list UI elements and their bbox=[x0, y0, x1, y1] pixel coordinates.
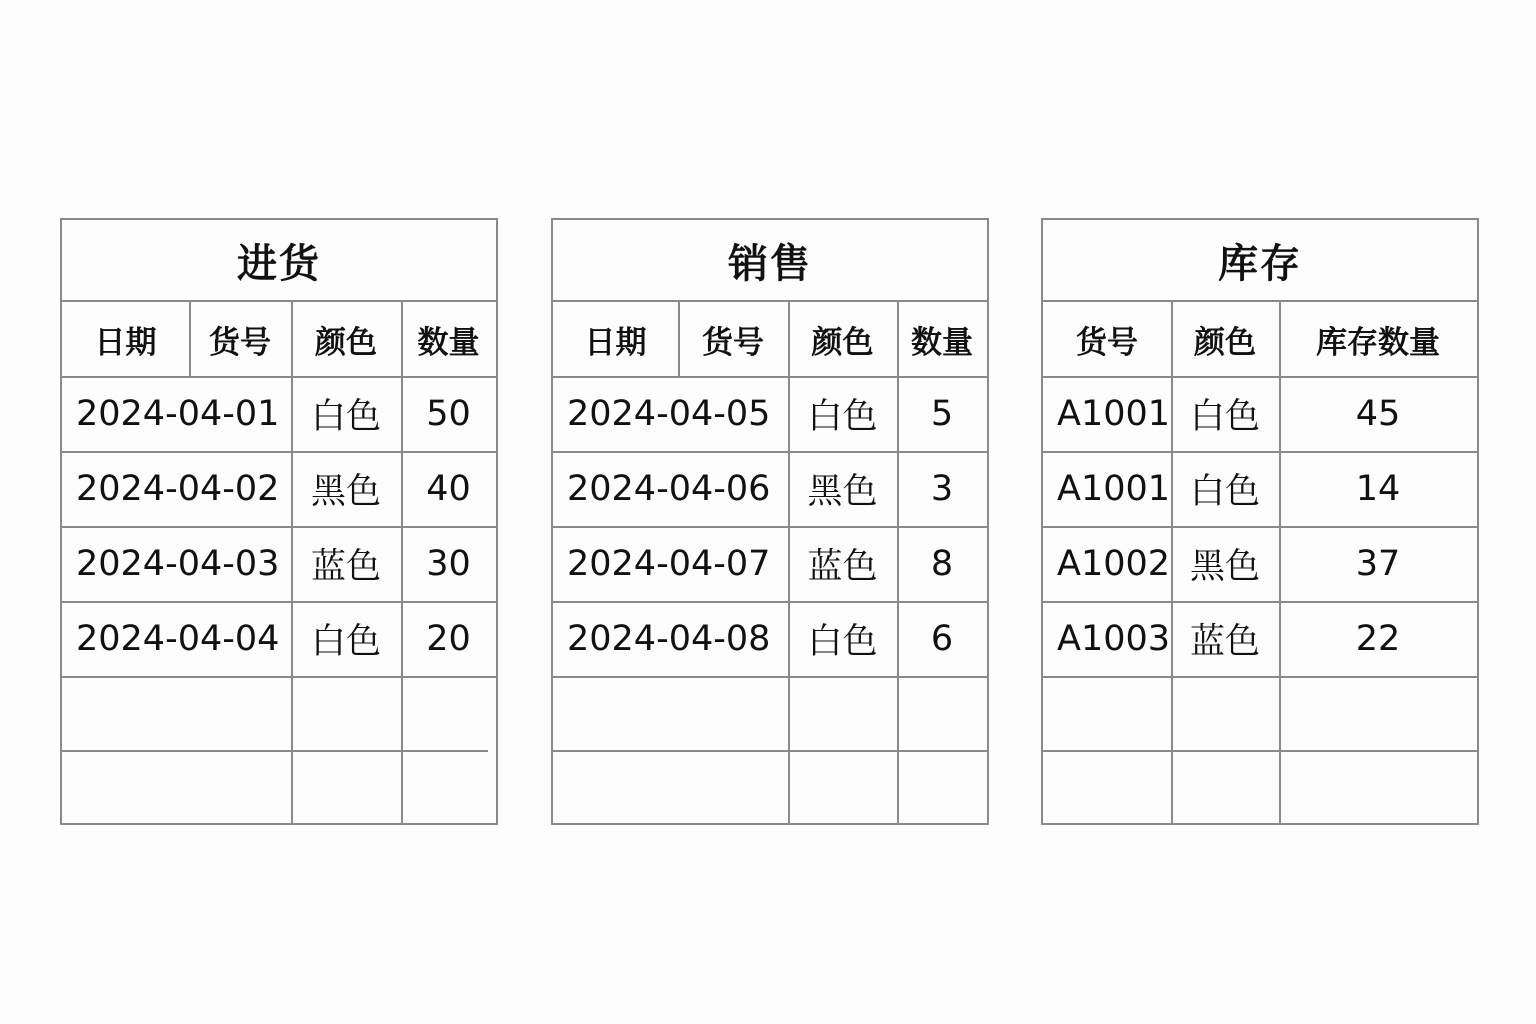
sales-row-1-color: 白色 bbox=[807, 396, 878, 437]
stock-rule bbox=[1043, 451, 1477, 453]
purchase-table bbox=[60, 218, 498, 825]
stock-row-3-color: 黑色 bbox=[1189, 546, 1260, 587]
purchase-header-qty: 数量 bbox=[417, 324, 480, 361]
sales-row-3-date: 2024-04-07 bbox=[567, 543, 771, 584]
purchase-rule bbox=[62, 526, 496, 528]
stock-row-1-sku: A1001 bbox=[1057, 393, 1171, 434]
stock-header-qty: 库存数量 bbox=[1316, 324, 1440, 361]
stock-divider bbox=[1279, 302, 1281, 823]
purchase-row-4-qty: 20 bbox=[426, 618, 471, 659]
stock-divider bbox=[1171, 302, 1173, 823]
sales-header-date: 日期 bbox=[584, 324, 647, 361]
stock-row-4-qty: 22 bbox=[1355, 618, 1401, 659]
sales-divider bbox=[678, 302, 680, 376]
sales-header-qty: 数量 bbox=[911, 324, 973, 361]
sales-row-4-date: 2024-04-08 bbox=[567, 618, 771, 659]
stock-row-2-qty: 14 bbox=[1355, 468, 1401, 509]
sales-divider bbox=[897, 302, 899, 823]
sales-row-4-qty: 6 bbox=[930, 618, 954, 659]
stock-table bbox=[1041, 218, 1479, 825]
purchase-header-sku: 货号 bbox=[209, 324, 271, 361]
stock-row-4-color: 蓝色 bbox=[1189, 621, 1260, 662]
sales-rule bbox=[553, 376, 987, 378]
sales-row-2-date: 2024-04-06 bbox=[567, 468, 771, 509]
purchase-row-1-color: 白色 bbox=[310, 396, 381, 437]
sales-rule bbox=[553, 676, 987, 678]
sales-row-1-qty: 5 bbox=[930, 393, 954, 434]
purchase-header-date: 日期 bbox=[94, 324, 157, 361]
sales-row-3-color: 蓝色 bbox=[807, 546, 878, 587]
purchase-row-2-date: 2024-04-02 bbox=[76, 468, 280, 509]
stock-row-1-qty: 45 bbox=[1355, 393, 1401, 434]
purchase-rule bbox=[62, 676, 496, 678]
stock-row-3-sku: A1002 bbox=[1057, 543, 1171, 584]
stock-row-1-color: 白色 bbox=[1189, 396, 1260, 437]
sales-rule bbox=[553, 526, 987, 528]
purchase-rule bbox=[62, 451, 496, 453]
purchase-header-color: 颜色 bbox=[315, 324, 377, 361]
sales-header-color: 颜色 bbox=[811, 324, 874, 361]
stock-header-color: 颜色 bbox=[1194, 324, 1256, 361]
sales-row-4-color: 白色 bbox=[807, 621, 878, 662]
purchase-rule bbox=[62, 601, 496, 603]
purchase-row-2-color: 黑色 bbox=[310, 471, 381, 512]
sales-title: 销售 bbox=[553, 220, 987, 302]
purchase-rule bbox=[62, 376, 496, 378]
purchase-title: 进货 bbox=[62, 220, 496, 302]
purchase-row-1-date: 2024-04-01 bbox=[76, 393, 280, 434]
stock-rule bbox=[1043, 376, 1477, 378]
sales-rule bbox=[553, 601, 987, 603]
purchase-row-1-qty: 50 bbox=[426, 393, 471, 434]
purchase-row-4-date: 2024-04-04 bbox=[76, 618, 280, 659]
purchase-rule bbox=[62, 750, 488, 752]
sales-header-sku: 货号 bbox=[702, 324, 764, 361]
stock-row-3-qty: 37 bbox=[1355, 543, 1401, 584]
stock-row-2-sku: A1001 bbox=[1057, 468, 1171, 509]
stock-rule bbox=[1043, 526, 1477, 528]
purchase-divider bbox=[401, 302, 403, 823]
stock-row-4-sku: A1003 bbox=[1057, 618, 1171, 659]
stock-header-sku: 货号 bbox=[1076, 324, 1138, 361]
stock-rule bbox=[1043, 750, 1477, 752]
purchase-row-3-qty: 30 bbox=[426, 543, 471, 584]
sales-rule bbox=[553, 750, 987, 752]
sales-row-2-color: 黑色 bbox=[807, 471, 878, 512]
sales-row-1-date: 2024-04-05 bbox=[567, 393, 771, 434]
sales-divider bbox=[788, 302, 790, 823]
sales-rule bbox=[553, 451, 987, 453]
stock-row-2-color: 白色 bbox=[1189, 471, 1260, 512]
purchase-row-3-date: 2024-04-03 bbox=[76, 543, 280, 584]
stock-title: 库存 bbox=[1043, 220, 1477, 302]
sales-table bbox=[551, 218, 989, 825]
sales-row-2-qty: 3 bbox=[930, 468, 954, 509]
purchase-row-4-color: 白色 bbox=[310, 621, 381, 662]
sales-row-3-qty: 8 bbox=[930, 543, 954, 584]
stock-rule bbox=[1043, 676, 1477, 678]
stock-rule bbox=[1043, 601, 1477, 603]
purchase-row-2-qty: 40 bbox=[426, 468, 471, 509]
purchase-divider bbox=[291, 302, 293, 823]
purchase-divider bbox=[189, 302, 191, 376]
purchase-row-3-color: 蓝色 bbox=[310, 546, 381, 587]
